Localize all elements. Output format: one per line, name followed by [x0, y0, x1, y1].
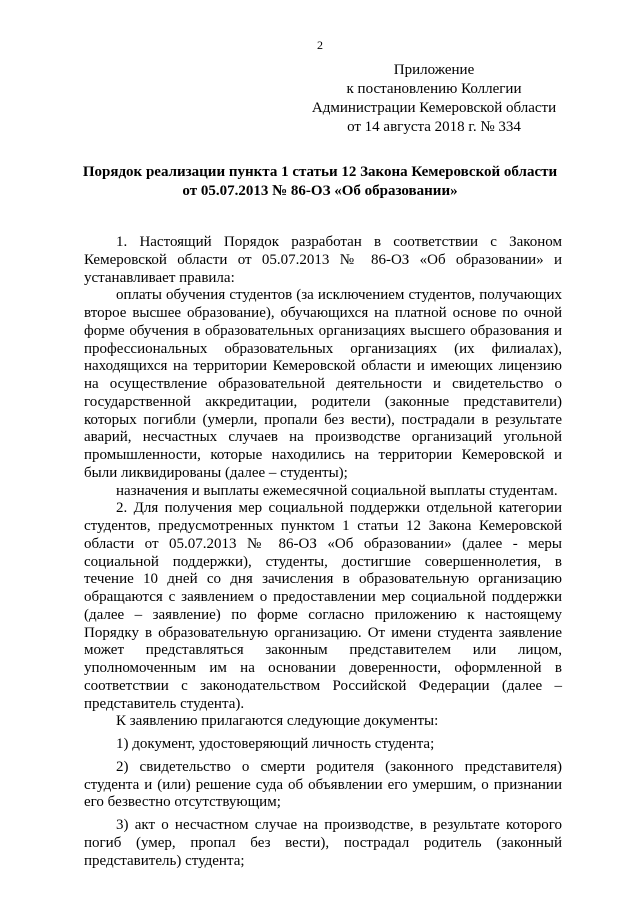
appendix-line: от 14 августа 2018 г. № 334 [347, 119, 521, 135]
paragraph-documents-intro: К заявлению прилагаются следующие документы: [116, 713, 439, 730]
document-body [84, 234, 562, 870]
list-item-3: 3) акт о несчастном случае на производстве, в результате которого погиб (умер, пропал без вести), пострадал родитель (законный представитель) студента; [84, 817, 562, 869]
appendix-header [308, 61, 560, 137]
appendix-line: к постановлению Коллегии [346, 81, 522, 97]
title-line: от 05.07.2013 № 86-ОЗ «Об образовании» [182, 183, 458, 199]
paragraph-payment-rules: оплаты обучения студентов (за исключением студентов, получающих второе высшее образование), обучающихся на платной основе по очной форме обучения в образовательных организациях высшего образования и профессиональных образовательных организациях (их филиалах), находящихся на территории Кемеровской области и имеющих лицензию на осуществление образовательной деятельности и свидетельство о государственной аккредитации, родители (законные представители) которых погибли (умерли, пропали без вести), пострадали в результате аварий, несчастных случаев на производстве организаций угольной промышленности, которые находились на территории Кемеровской и были ликвидированы (далее – студенты); [84, 287, 562, 481]
paragraph-2: 2. Для получения мер социальной поддержки отдельной категории студентов, предусмотренных пунктом 1 статьи 12 Закона Кемеровской области от 05.07.2013 № 86-ОЗ «Об образовании» (далее - меры социальной поддержки), студенты, достигшие совершеннолетия, в течение 10 дней со дня зачисления в образовательную организацию обращаются с заявлением о предоставлении мер социальной поддержки (далее – заявление) по форме согласно приложению к настоящему Порядку в образовательную организацию. От имени студента заявление может представляться законным представителем или лицом, уполномоченным им на основании доверенности, оформленной в соответствии с законодательством Российской Федерации (далее – представитель студента). [84, 500, 562, 712]
appendix-line: Администрации Кемеровской области [311, 100, 557, 116]
page-number: 2 [317, 38, 323, 52]
paragraph-1: 1. Настоящий Порядок разработан в соответствии с Законом Кемеровской области от 05.07.2013 № 86-ОЗ «Об образовании» и устанавливает правила: [84, 234, 562, 286]
document-title [70, 163, 570, 201]
list-item-2: 2) свидетельство о смерти родителя (законного представителя) студента и (или) решение суда об объявлении его умершим, о признании его безвестно отсутствующим; [84, 758, 562, 811]
title-line: Порядок реализации пункта 1 статьи 12 Закона Кемеровской области [82, 164, 558, 180]
list-item-1: 1) документ, удостоверяющий личность студента; [116, 736, 435, 752]
paragraph-monthly-payment: назначения и выплаты ежемесячной социальной выплаты студентам. [116, 482, 558, 499]
appendix-line: Приложение [393, 62, 475, 78]
